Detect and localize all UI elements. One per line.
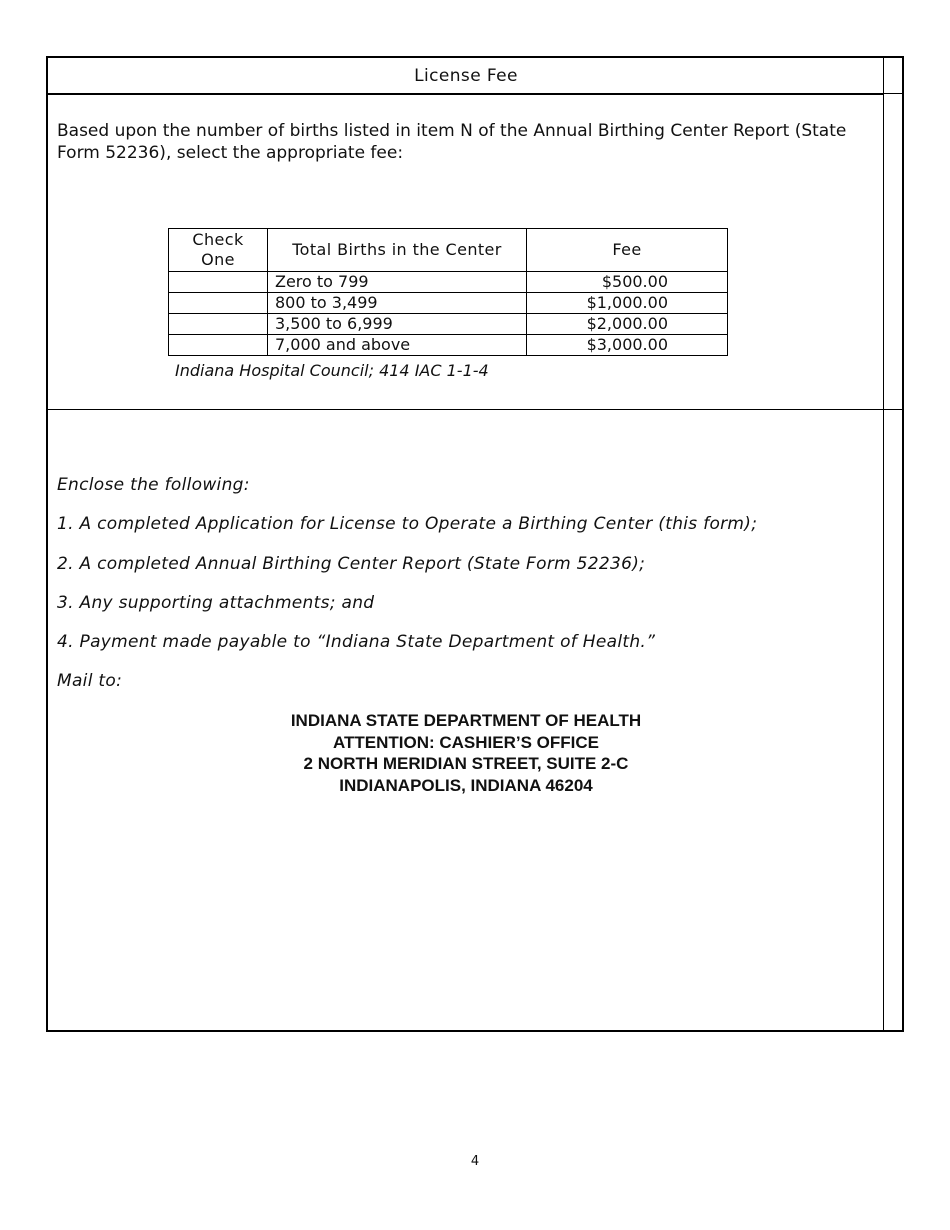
fee-table: [168, 228, 728, 356]
column-header-total-births: Total Births in the Center: [268, 229, 527, 272]
fee-cell: $3,000.00: [527, 335, 728, 356]
check-cell[interactable]: [169, 272, 268, 293]
address-line: INDIANA STATE DEPARTMENT OF HEALTH: [290, 711, 642, 730]
fee-cell: $500.00: [527, 272, 728, 293]
mailing-address: [57, 710, 875, 796]
enclose-item: 4. Payment made payable to “Indiana State Department of Health.”: [57, 632, 656, 653]
mail-to-label: Mail to:: [57, 671, 123, 692]
check-cell[interactable]: [169, 293, 268, 314]
address-line: INDIANAPOLIS, INDIANA 46204: [339, 775, 593, 795]
check-cell[interactable]: [169, 335, 268, 356]
births-cell: 800 to 3,499: [268, 293, 527, 314]
births-cell: Zero to 799: [268, 272, 527, 293]
table-row: [169, 335, 728, 356]
address-line: ATTENTION: CASHIER’S OFFICE: [332, 732, 599, 752]
form-side-column: [883, 58, 902, 1030]
births-cell: 3,500 to 6,999: [268, 314, 527, 335]
fee-instructions: Based upon the number of births listed in item N of the Annual Birthing Center Report (State Form 52236), select the appropriate fee:: [57, 121, 847, 163]
births-cell: 7,000 and above: [268, 335, 527, 356]
section-divider: [48, 409, 902, 410]
enclose-item: 2. A completed Annual Birthing Center Report (State Form 52236);: [57, 553, 646, 574]
check-cell[interactable]: [169, 314, 268, 335]
page-number: 4: [470, 1154, 480, 1169]
enclose-item: 3. Any supporting attachments; and: [57, 592, 375, 613]
column-header-check-one: Check One: [169, 229, 268, 272]
enclose-heading: Enclose the following:: [57, 475, 250, 495]
enclose-item: 1. A completed Application for License to Operate a Birthing Center (this form);: [57, 514, 758, 535]
address-line: 2 NORTH MERIDIAN STREET, SUITE 2-C: [303, 754, 629, 773]
table-row: [169, 293, 728, 314]
enclosure-instructions: [57, 474, 877, 710]
section-title: License Fee: [48, 58, 884, 95]
fee-cell: $1,000.00: [527, 293, 728, 314]
fee-table-header-row: [169, 229, 728, 272]
column-header-fee: Fee: [527, 229, 728, 272]
fee-cell: $2,000.00: [527, 314, 728, 335]
table-row: [169, 314, 728, 335]
fee-citation: Indiana Hospital Council; 414 IAC 1-1-4: [175, 361, 489, 380]
table-row: [169, 272, 728, 293]
license-fee-form: [46, 56, 904, 1032]
